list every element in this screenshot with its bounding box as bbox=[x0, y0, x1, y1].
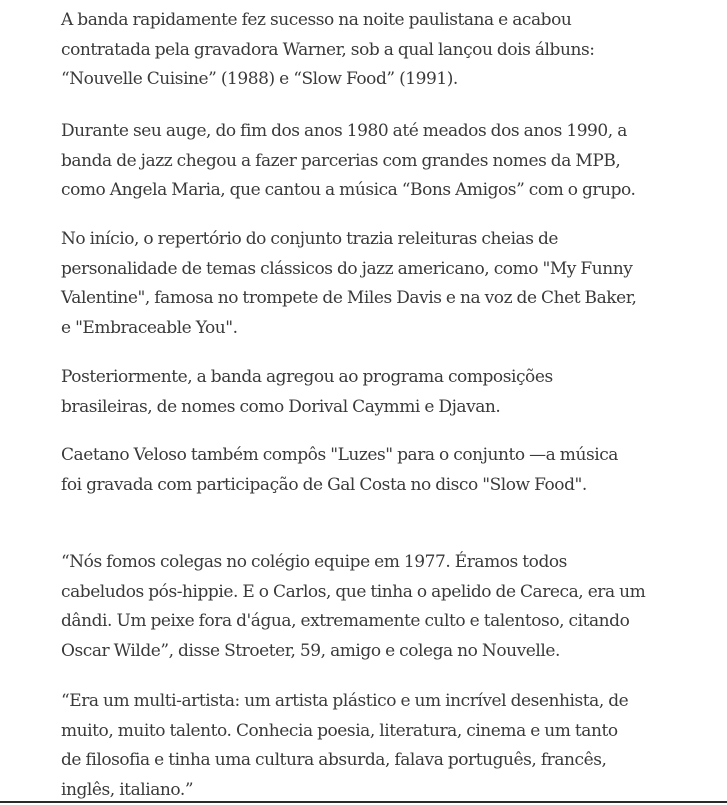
paragraph-jazz-repertoire: No início, o repertório do conjunto trazia releituras cheias de personalidade de temas clássicos do jazz americano, como "My Funny Valentine", famosa no trompete de Miles Davis e na voz de Chet Baker, e "Embraceable You". bbox=[61, 229, 637, 338]
quote-multi-artist: “Era um multi-artista: um artista plástico e um incrível desenhista, de muito, muito talento. Conhecia poesia, literatura, cinema e um tanto de filosofia e tinha uma cultura absurda, falava português, francês, inglês, italiano.” bbox=[61, 691, 629, 800]
paragraph-caetano-luzes: Caetano Veloso também compôs "Luzes" para o conjunto —a música foi gravada com participação de Gal Costa no disco "Slow Food". bbox=[61, 445, 618, 495]
paragraph-brazilian-compositions: Posteriormente, a banda agregou ao programa composições brasileiras, de nomes como Dorival Caymmi e Djavan. bbox=[61, 367, 553, 417]
paragraph-warner-albums: A banda rapidamente fez sucesso na noite paulistana e acabou contratada pela gravadora Warner, sob a qual lançou dois álbuns: “Nouvelle Cuisine” (1988) e “Slow Food” (1991). bbox=[61, 10, 595, 89]
paragraph-mpb-partnerships: Durante seu auge, do fim dos anos 1980 até meados dos anos 1990, a banda de jazz chegou a fazer parcerias com grandes nomes da MPB, como Angela Maria, que cantou a música “Bons Amigos” com o grupo. bbox=[61, 121, 636, 200]
quote-stroeter: “Nós fomos colegas no colégio equipe em 1977. Éramos todos cabeludos pós-hippie. E o Carlos, que tinha o apelido de Careca, era um dândi. Um peixe fora d'água, extremamente culto e talentoso, citando Oscar Wilde”, disse Stroeter, 59, amigo e colega no Nouvelle. bbox=[61, 552, 646, 661]
